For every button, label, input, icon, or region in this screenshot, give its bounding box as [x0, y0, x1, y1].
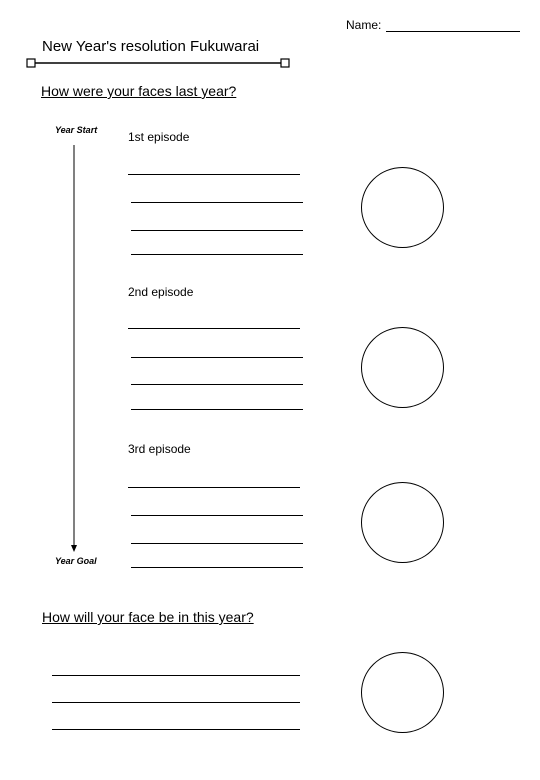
episode-1-line-1[interactable]	[128, 174, 300, 175]
episode-3-line-4[interactable]	[131, 567, 303, 568]
goal-face-circle[interactable]	[361, 652, 444, 733]
episode-2-line-3[interactable]	[131, 384, 303, 385]
episode-2-line-4[interactable]	[131, 409, 303, 410]
goal-line-3[interactable]	[52, 729, 300, 730]
episode-2-face-circle[interactable]	[361, 327, 444, 408]
timeline-goal-label: Year Goal	[55, 556, 97, 566]
episode-1-face-circle[interactable]	[361, 167, 444, 248]
timeline-start-label: Year Start	[55, 125, 98, 135]
episode-2-line-1[interactable]	[128, 328, 300, 329]
episode-2-line-2[interactable]	[131, 357, 303, 358]
goal-line-2[interactable]	[52, 702, 300, 703]
right-handle	[281, 59, 289, 67]
page-title: New Year's resolution Fukuwarai	[42, 38, 260, 55]
left-handle	[27, 59, 35, 67]
goal-line-1[interactable]	[52, 675, 300, 676]
name-label: Name:	[346, 18, 382, 32]
section2-question: How will your face be in this year?	[42, 609, 254, 625]
episode-3-face-circle[interactable]	[361, 482, 444, 563]
episode-3-line-1[interactable]	[128, 487, 300, 488]
episode-1-line-3[interactable]	[131, 230, 303, 231]
episode-2-label: 2nd episode	[128, 285, 194, 299]
episode-3-line-2[interactable]	[131, 515, 303, 516]
episode-1-line-4[interactable]	[131, 254, 303, 255]
timeline-arrowhead	[71, 545, 77, 552]
episode-1-line-2[interactable]	[131, 202, 303, 203]
episode-1-label: 1st episode	[128, 130, 190, 144]
episode-3-label: 3rd episode	[128, 442, 191, 456]
section1-question: How were your faces last year?	[41, 83, 237, 99]
episode-3-line-3[interactable]	[131, 543, 303, 544]
